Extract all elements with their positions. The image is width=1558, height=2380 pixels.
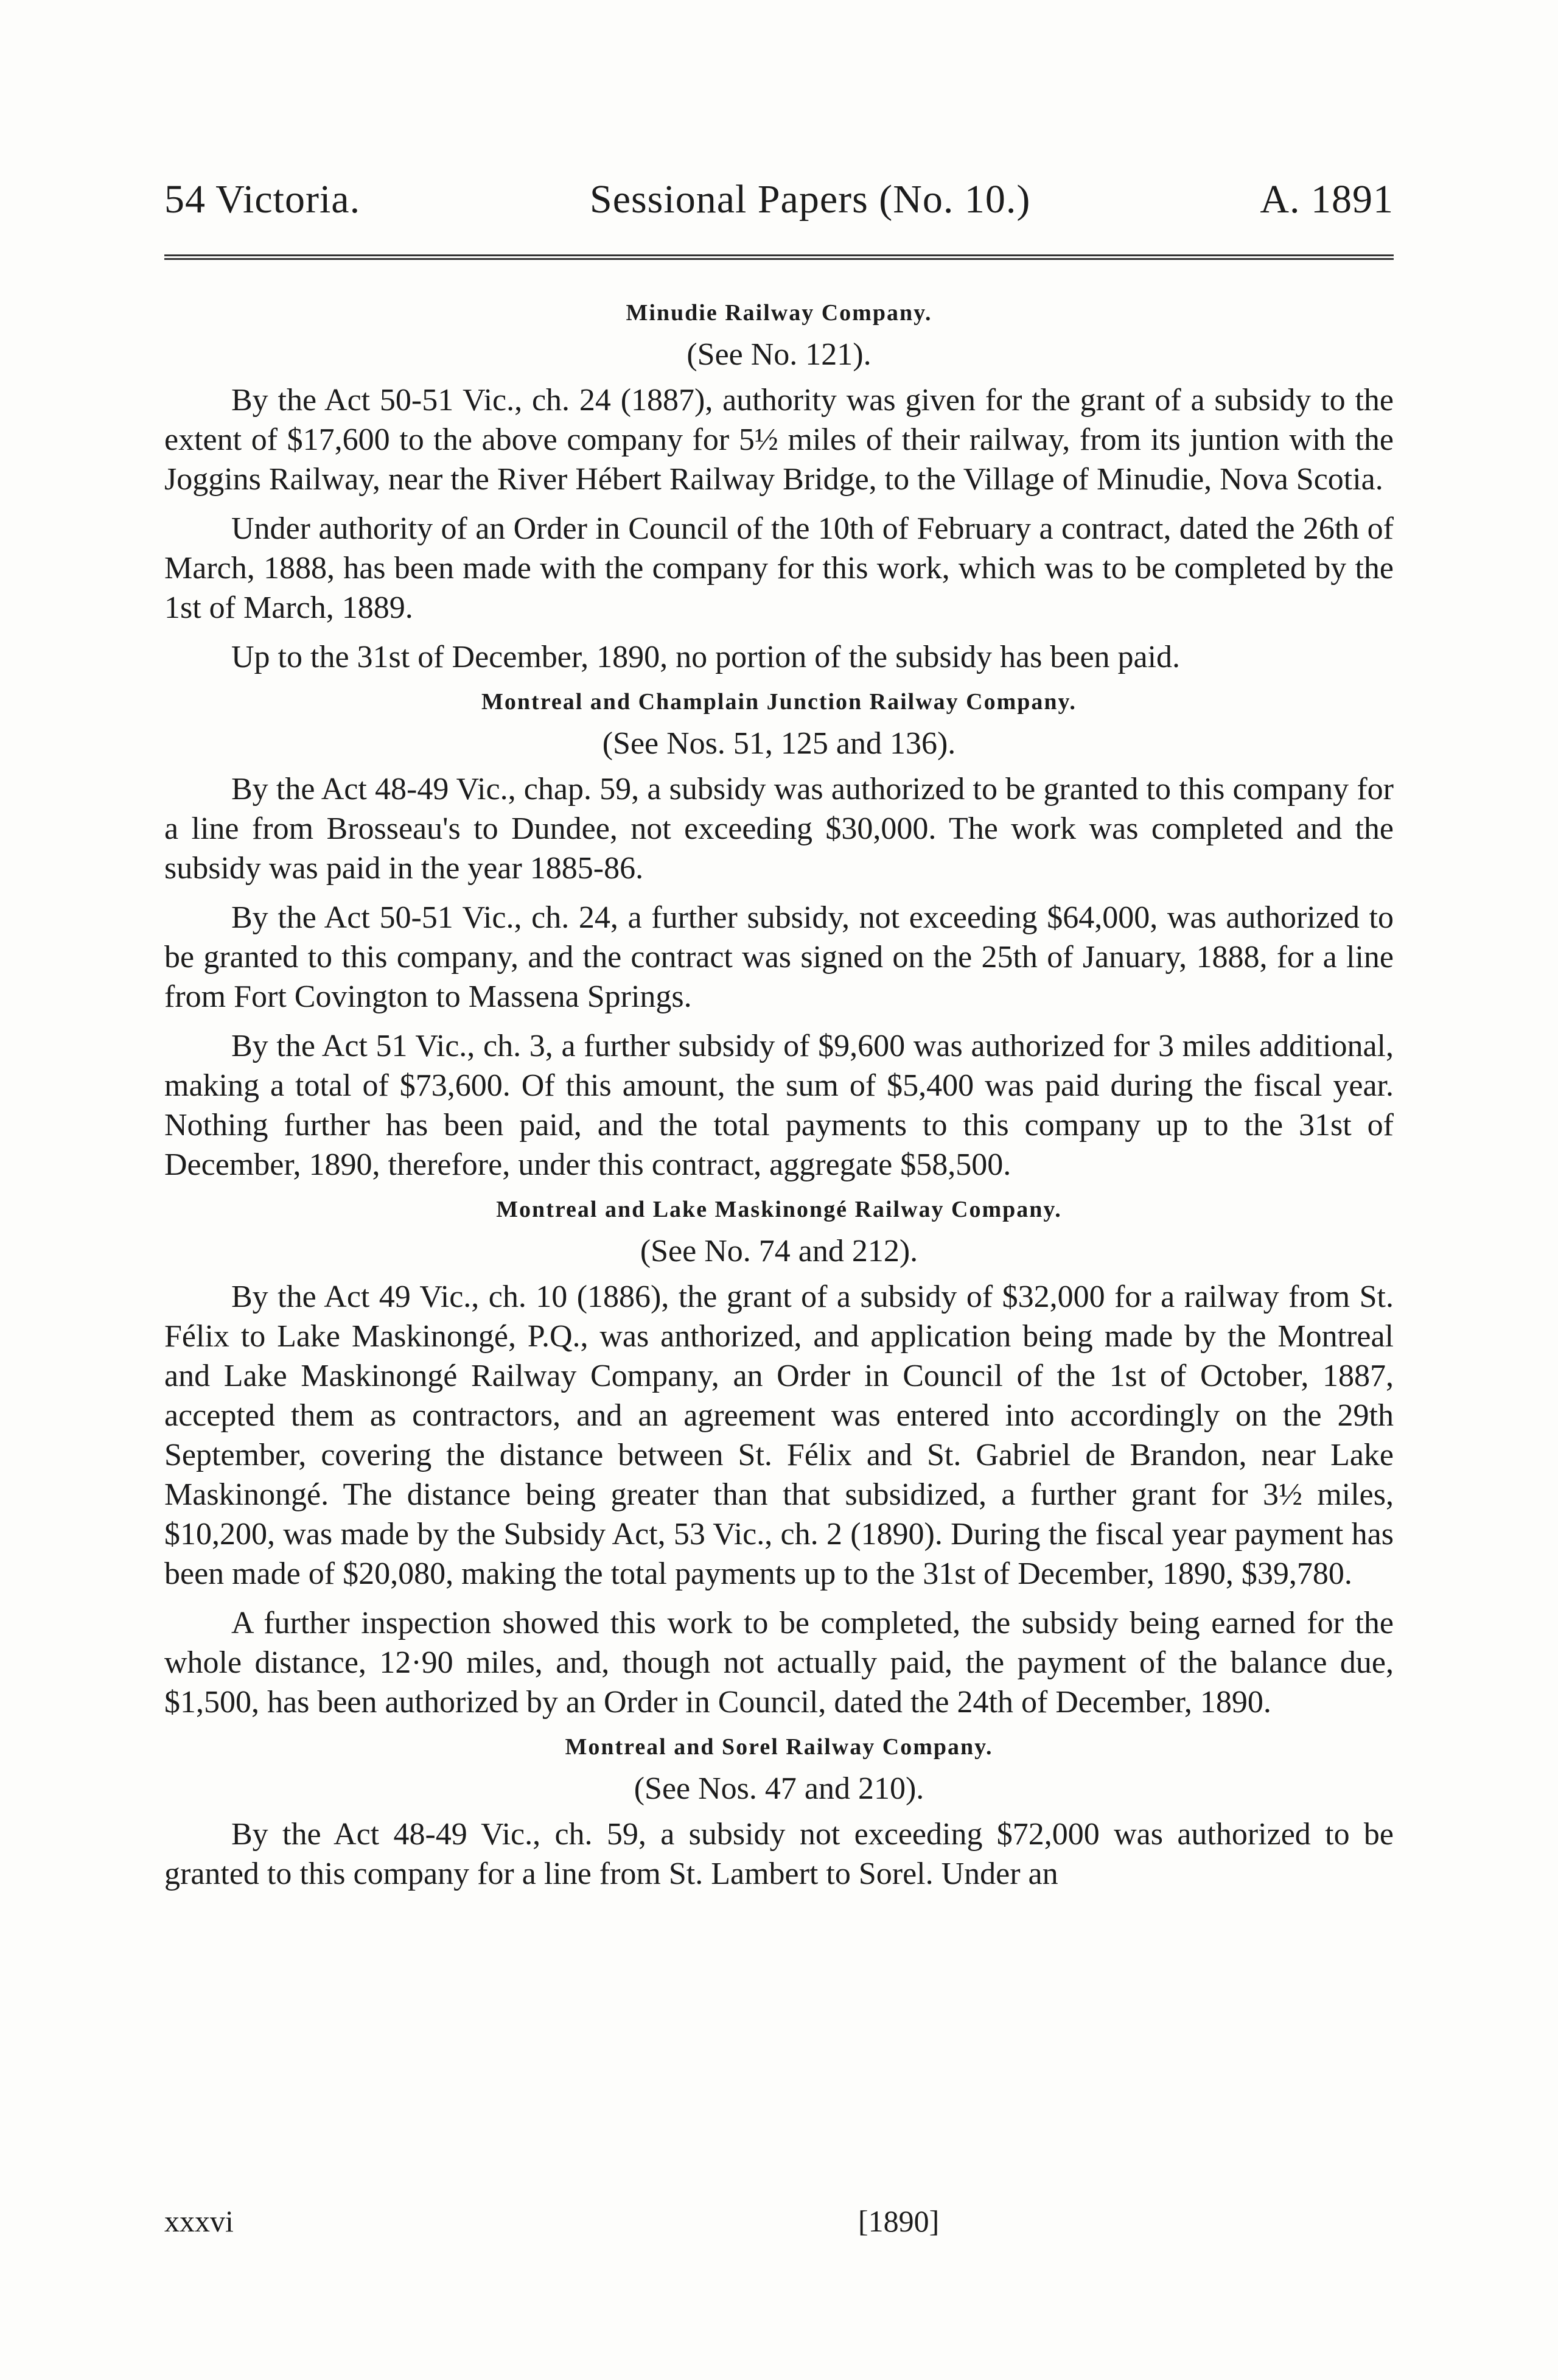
header-year: A. 1891 [1260, 177, 1394, 222]
paragraph: Up to the 31st of December, 1890, no portion of the subsidy has been paid. [231, 640, 1181, 674]
header-volume: 54 Victoria. [164, 177, 361, 222]
section-heading: Minudie Railway Company. [626, 300, 932, 326]
section-montreal-champlain [164, 687, 1394, 1185]
section-montreal-sorel [164, 1732, 1394, 1894]
section-montreal-maskinonge [164, 1194, 1394, 1722]
section-heading: Montreal and Champlain Junction Railway Company. [481, 689, 1077, 715]
page-number: xxxvi [164, 2204, 234, 2238]
page-content [164, 289, 1394, 1903]
section-heading: Montreal and Lake Maskinongé Railway Company. [496, 1197, 1062, 1222]
section-reference: (See Nos. 51, 125 and 136). [602, 726, 956, 761]
paragraph: By the Act 50-51 Vic., ch. 24, a further subsidy, not exceeding $64,000, was authorized to be granted to this company, and the contract was signed on the 25th of January, 1888, for a line from Fort Covington to Massena Springs. [164, 900, 1394, 1014]
paragraph: Under authority of an Order in Council of the 10th of February a contract, dated the 26th of March, 1888, has been made with the company for this work, which was to be completed by the 1st of March, 1889. [164, 511, 1394, 625]
section-reference: (See No. 121). [686, 337, 872, 372]
page-footer [164, 2203, 1394, 2239]
paragraph: By the Act 48-49 Vic., chap. 59, a subsidy was authorized to be granted to this company for a line from Brosseau's to Dundee, not exceeding $30,000. The work was completed and the subsidy was paid in the year 1885-86. [164, 772, 1394, 886]
paragraph: By the Act 50-51 Vic., ch. 24 (1887), authority was given for the grant of a subsidy to the extent of $17,600 to the above company for 5½ miles of their railway, from its juntion with the Joggins Railway, near the River Hébert Railway Bridge, to the Village of Minudie, Nova Scotia. [164, 383, 1394, 497]
section-reference: (See No. 74 and 212). [640, 1234, 918, 1269]
header-title: Sessional Papers (No. 10.) [590, 177, 1031, 222]
footer-year: [1890] [858, 2204, 940, 2238]
paragraph: By the Act 51 Vic., ch. 3, a further subsidy of $9,600 was authorized for 3 miles additional, making a total of $73,600. Of this amount, the sum of $5,400 was paid during the fiscal year. Nothing further has been paid, and the total payments to this company up to the 31st of December, 1890, therefore, under this contract, aggregate $58,500. [164, 1029, 1394, 1182]
paragraph: A further inspection showed this work to be completed, the subsidy being earned for the whole distance, 12·90 miles, and, though not actually paid, the payment of the balance due, $1,500, has been authorized by an Order in Council, dated the 24th of December, 1890. [164, 1606, 1394, 1720]
section-reference: (See Nos. 47 and 210). [634, 1771, 924, 1806]
section-heading: Montreal and Sorel Railway Company. [565, 1734, 993, 1760]
page-header [164, 177, 1394, 223]
header-rule [164, 254, 1394, 260]
section-minudie [164, 298, 1394, 677]
paragraph: By the Act 49 Vic., ch. 10 (1886), the grant of a subsidy of $32,000 for a railway from St. Félix to Lake Maskinongé, P.Q., was anthorized, and application being made by the Montreal and Lake Maskinongé Railway Company, an Order in Council of the 1st of October, 1887, accepted them as contractors, and an agreement was entered into accordingly on the 29th September, covering the distance between St. Félix and St. Gabriel de Brandon, near Lake Maskinongé. The distance being greater than that subsidized, a further grant for 3½ miles, $10,200, was made by the Subsidy Act, 53 Vic., ch. 2 (1890). During the fiscal year payment has been made of $20,080, making the total payments up to the 31st of December, 1890, $39,780. [164, 1279, 1394, 1591]
paragraph: By the Act 48-49 Vic., ch. 59, a subsidy not exceeding $72,000 was authorized to be granted to this company for a line from St. Lambert to Sorel. Under an [164, 1817, 1394, 1891]
